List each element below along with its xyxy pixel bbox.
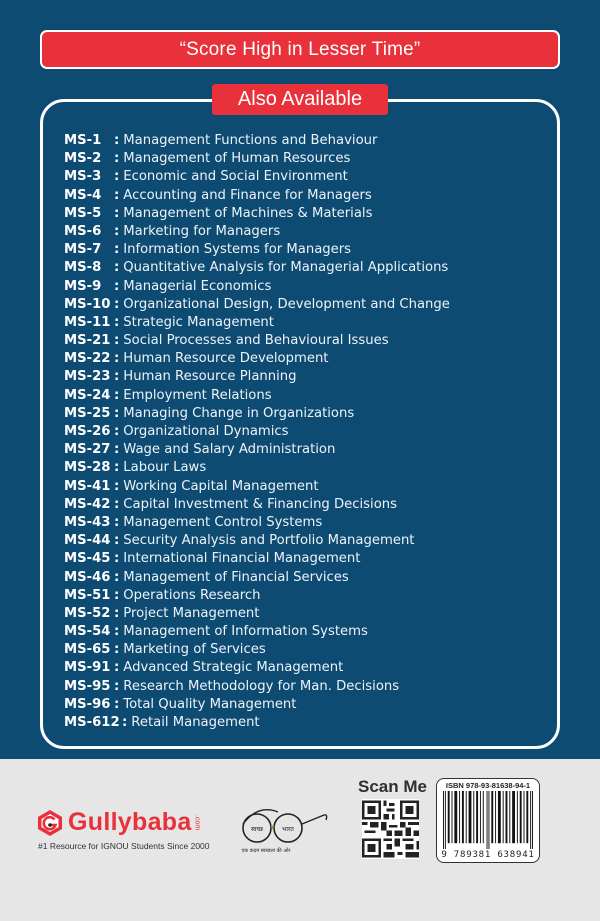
- course-title: Organizational Design, Development and Change: [123, 296, 450, 312]
- separator: :: [114, 678, 120, 694]
- course-code: MS-8: [64, 260, 102, 276]
- brand-name: Gullybaba: [68, 808, 192, 836]
- separator: :: [114, 151, 120, 167]
- course-item: [64, 605, 544, 623]
- isbn-number: 9 789381 638941: [441, 850, 535, 860]
- course-code: MS-7: [64, 242, 102, 258]
- separator: :: [114, 333, 120, 349]
- course-code: MS-65: [64, 642, 111, 658]
- separator: :: [114, 478, 120, 494]
- course-item: [64, 278, 544, 296]
- course-code: MS-51: [64, 587, 111, 603]
- course-code: MS-9: [64, 278, 102, 294]
- svg-text:भारत: भारत: [282, 826, 294, 833]
- course-item: [64, 659, 544, 677]
- course-title: Wage and Salary Administration: [123, 442, 336, 458]
- course-item: [64, 478, 544, 496]
- course-title: Marketing for Managers: [123, 223, 281, 239]
- course-title: Managing Change in Organizations: [123, 405, 355, 421]
- separator: :: [114, 133, 120, 148]
- course-title: Management Control Systems: [123, 514, 323, 530]
- separator: :: [114, 696, 120, 712]
- gullybaba-logo: [36, 808, 236, 851]
- course-item: [64, 259, 544, 277]
- course-title: Management of Information Systems: [123, 624, 368, 640]
- course-item: [64, 205, 544, 223]
- separator: :: [114, 314, 120, 330]
- course-title: Social Processes and Behavioural Issues: [123, 333, 389, 349]
- course-title: Managerial Economics: [123, 278, 272, 294]
- course-code: MS-3: [64, 169, 102, 185]
- separator: :: [122, 715, 128, 730]
- course-item: [64, 641, 544, 659]
- course-code: MS-95: [64, 678, 111, 694]
- course-item: [64, 132, 544, 150]
- course-item: [64, 296, 544, 314]
- course-code: MS-42: [64, 496, 111, 512]
- brand-tagline: #1 Resource for IGNOU Students Since 2000: [38, 841, 210, 851]
- course-title: Capital Investment & Financing Decisions: [123, 496, 398, 512]
- course-code: MS-4: [64, 187, 102, 203]
- course-item: [64, 150, 544, 168]
- also-available-heading: Also Available: [212, 84, 388, 115]
- course-title: International Financial Management: [123, 551, 361, 567]
- isbn-barcode: [436, 778, 540, 863]
- isbn-label: ISBN 978-93-81638-94-1: [445, 781, 531, 790]
- course-item: [64, 532, 544, 550]
- course-item: [64, 241, 544, 259]
- course-title: Organizational Dynamics: [123, 424, 289, 439]
- course-title: Working Capital Management: [123, 478, 319, 494]
- separator: :: [114, 242, 120, 258]
- course-code: MS-54: [64, 624, 111, 640]
- separator: :: [114, 587, 120, 603]
- separator: :: [114, 187, 120, 203]
- course-item: [64, 623, 544, 641]
- course-title: Management of Machines & Materials: [123, 205, 373, 221]
- svg-text:एक कदम स्वच्छता की ओर: एक कदम स्वच्छता की ओर: [241, 848, 291, 854]
- course-item: [64, 423, 544, 441]
- course-code: MS-612: [64, 715, 120, 730]
- course-item: [64, 678, 544, 696]
- course-title: Labour Laws: [123, 460, 207, 476]
- brand-suffix: .com: [193, 814, 201, 831]
- course-item: [64, 314, 544, 332]
- slogan-banner: “Score High in Lesser Time”: [40, 30, 560, 69]
- course-item: [64, 368, 544, 386]
- course-code: MS-10: [64, 296, 111, 312]
- course-code: MS-26: [64, 424, 111, 439]
- separator: :: [114, 351, 120, 367]
- course-title: Economic and Social Environment: [123, 169, 348, 185]
- course-title: Strategic Management: [123, 314, 274, 330]
- course-item: [64, 459, 544, 477]
- course-code: MS-25: [64, 405, 111, 421]
- course-title: Human Resource Planning: [123, 369, 297, 385]
- course-item: [64, 332, 544, 350]
- course-title: Retail Management: [131, 715, 260, 730]
- course-title: Marketing of Services: [123, 642, 266, 658]
- course-title: Human Resource Development: [123, 351, 329, 367]
- course-code: MS-41: [64, 478, 111, 494]
- course-item: [64, 168, 544, 186]
- course-item: [64, 187, 544, 205]
- course-title: Research Methodology for Man. Decisions: [123, 678, 400, 694]
- course-item: [64, 387, 544, 405]
- gullybaba-g-icon: [36, 809, 64, 837]
- course-title: Security Analysis and Portfolio Management: [123, 533, 415, 549]
- qr-code[interactable]: [362, 799, 419, 859]
- separator: :: [114, 496, 120, 512]
- scan-me-label: Scan Me: [358, 777, 427, 796]
- course-title: Project Management: [123, 605, 260, 621]
- course-item: [64, 569, 544, 587]
- separator: :: [114, 387, 120, 403]
- course-code: MS-2: [64, 151, 102, 167]
- course-item: [64, 350, 544, 368]
- course-code: MS-21: [64, 333, 111, 349]
- separator: :: [114, 569, 120, 585]
- svg-text:स्वच्छ: स्वच्छ: [250, 826, 264, 833]
- course-item: [64, 496, 544, 514]
- course-code: MS-5: [64, 205, 102, 221]
- course-item: [64, 223, 544, 241]
- course-code: MS-45: [64, 551, 111, 567]
- course-item: [64, 714, 544, 732]
- course-code: MS-28: [64, 460, 111, 476]
- course-code: MS-96: [64, 696, 111, 712]
- course-title: Management of Human Resources: [123, 151, 351, 167]
- separator: :: [114, 260, 120, 276]
- separator: :: [114, 405, 120, 421]
- course-title: Management of Financial Services: [123, 569, 349, 585]
- course-code: MS-91: [64, 660, 111, 676]
- separator: :: [114, 514, 120, 530]
- course-code: MS-44: [64, 533, 111, 549]
- course-item: [64, 587, 544, 605]
- course-list: [64, 132, 544, 732]
- course-item: [64, 696, 544, 714]
- course-title: Quantitative Analysis for Managerial Applications: [123, 260, 449, 276]
- course-title: Employment Relations: [123, 387, 272, 403]
- course-code: MS-46: [64, 569, 111, 585]
- course-item: [64, 550, 544, 568]
- course-code: MS-52: [64, 605, 111, 621]
- separator: :: [114, 551, 120, 567]
- course-title: Information Systems for Managers: [123, 242, 352, 258]
- separator: :: [114, 642, 120, 658]
- swachh-bharat-glasses-icon: [230, 806, 330, 856]
- course-title: Accounting and Finance for Managers: [123, 187, 372, 203]
- separator: :: [114, 369, 120, 385]
- course-title: Management Functions and Behaviour: [123, 133, 378, 148]
- separator: :: [114, 460, 120, 476]
- course-title: Operations Research: [123, 587, 261, 603]
- separator: :: [114, 169, 120, 185]
- separator: :: [114, 624, 120, 640]
- course-item: [64, 441, 544, 459]
- course-code: MS-11: [64, 314, 111, 330]
- separator: :: [114, 533, 120, 549]
- course-code: MS-1: [64, 133, 102, 148]
- separator: :: [114, 660, 120, 676]
- course-item: [64, 514, 544, 532]
- course-title: Advanced Strategic Management: [123, 660, 344, 676]
- course-code: MS-24: [64, 387, 111, 403]
- course-title: Total Quality Management: [123, 696, 297, 712]
- separator: :: [114, 278, 120, 294]
- course-code: MS-43: [64, 514, 111, 530]
- separator: :: [114, 605, 120, 621]
- course-item: [64, 405, 544, 423]
- course-code: MS-6: [64, 223, 102, 239]
- course-code: MS-23: [64, 369, 111, 385]
- barcode-icon: [443, 791, 533, 849]
- separator: :: [114, 223, 120, 239]
- separator: :: [114, 424, 120, 439]
- course-code: MS-22: [64, 351, 111, 367]
- separator: :: [114, 442, 120, 458]
- course-code: MS-27: [64, 442, 111, 458]
- separator: :: [114, 296, 120, 312]
- separator: :: [114, 205, 120, 221]
